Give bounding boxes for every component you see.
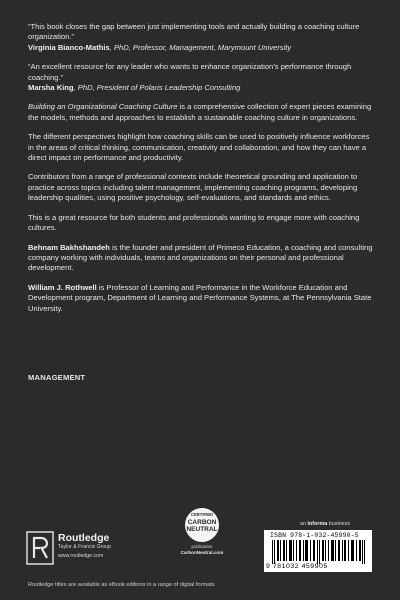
author-2-name: William J. Rothwell <box>28 282 97 292</box>
cert-publication-label: publication <box>191 544 213 549</box>
informa-word: informa <box>307 521 328 527</box>
author-bio-2 <box>28 283 374 314</box>
description-para-3: Contributors from a range of professional contexts include theoretical grounding and application to practice across topics including talent management, implementing coaching programs, developing leadership qualities, using positive psychology, self-evaluations, and standards and ethics. <box>28 172 358 203</box>
quote-2-attribution <box>28 83 240 92</box>
publisher-text <box>58 532 111 560</box>
quote-1 <box>28 22 374 53</box>
informa-business-label <box>300 521 350 527</box>
routledge-logo <box>26 527 176 569</box>
cert-top-text: CERTIFIED <box>190 512 214 517</box>
isbn-number: ISBN 978-1-032-45990-5 <box>270 532 359 539</box>
description-para-4: This is a great resource for both students and professionals wanting to engage more with coaching cultures. <box>28 212 360 233</box>
ebook-footnote: Routledge titles are available as eBook editions in a range of digital formats <box>28 582 215 588</box>
quote-1-credentials: , PhD, Professor, Management, Marymount University <box>109 42 292 52</box>
subject-category: MANAGEMENT <box>28 373 86 382</box>
carbon-neutral-seal <box>180 508 224 572</box>
book-title: Building an Organizational Coaching Culture <box>28 102 178 112</box>
barcode-digits: 9 781032 459905 <box>266 563 328 570</box>
informa-prefix: an <box>300 521 308 527</box>
quote-2 <box>28 62 374 93</box>
quote-2-text: “An excellent resource for any leader who wants to enhance organization’s performance through coaching.” <box>28 62 352 82</box>
cert-line-2: NEUTRAL <box>186 526 218 533</box>
carbon-neutral-icon <box>185 508 219 542</box>
publisher-url: www.routledge.com <box>58 553 104 559</box>
informa-suffix: business <box>327 521 351 527</box>
publisher-name: Routledge <box>58 532 110 544</box>
publisher-group: Taylor & Francis Group <box>58 544 112 550</box>
author-1-name: Behnam Bakhshandeh <box>28 242 110 252</box>
quote-2-name: Marsha King <box>28 83 74 93</box>
author-2-bio: is Professor of Learning and Performance in the Workforce Education and Development program, Department of Learning and Performance Systems, at The Pennsylvania State University. <box>28 282 372 313</box>
quote-2-credentials: , PhD, President of Polaris Leadership Consulting <box>73 83 241 93</box>
cert-line-1: CARBON <box>187 519 217 526</box>
quote-1-name: Virginia Bianco-Mathis <box>28 42 110 52</box>
description-intro-rest: is a comprehensive collection of expert pieces examining the models, methods and approaches to establish a sustainable coaching culture in organizations. <box>28 102 372 122</box>
back-cover-text <box>28 22 374 323</box>
author-bio-1 <box>28 243 374 274</box>
quote-1-text: “This book closes the gap between just implementing tools and actually building a coaching culture organization.” <box>28 22 360 42</box>
routledge-r-icon <box>26 531 54 565</box>
quote-1-attribution <box>28 43 291 52</box>
description-intro <box>28 102 374 123</box>
cert-url: CarbonNeutral.com <box>180 550 224 555</box>
description-para-2: The different perspectives highlight how coaching skills can be used to positively influence workforces in the areas of critical thinking, communication, creativity and collaboration, and how they can have a direct impact on performance and productivity. <box>28 132 370 163</box>
author-1-bio: is the founder and president of Primeco Education, a coaching and consulting company working with individuals, teams and organizations on their personal and professional development. <box>28 242 373 273</box>
isbn-barcode <box>264 530 372 572</box>
barcode-bars <box>272 540 366 564</box>
cert-main-text <box>185 519 219 533</box>
